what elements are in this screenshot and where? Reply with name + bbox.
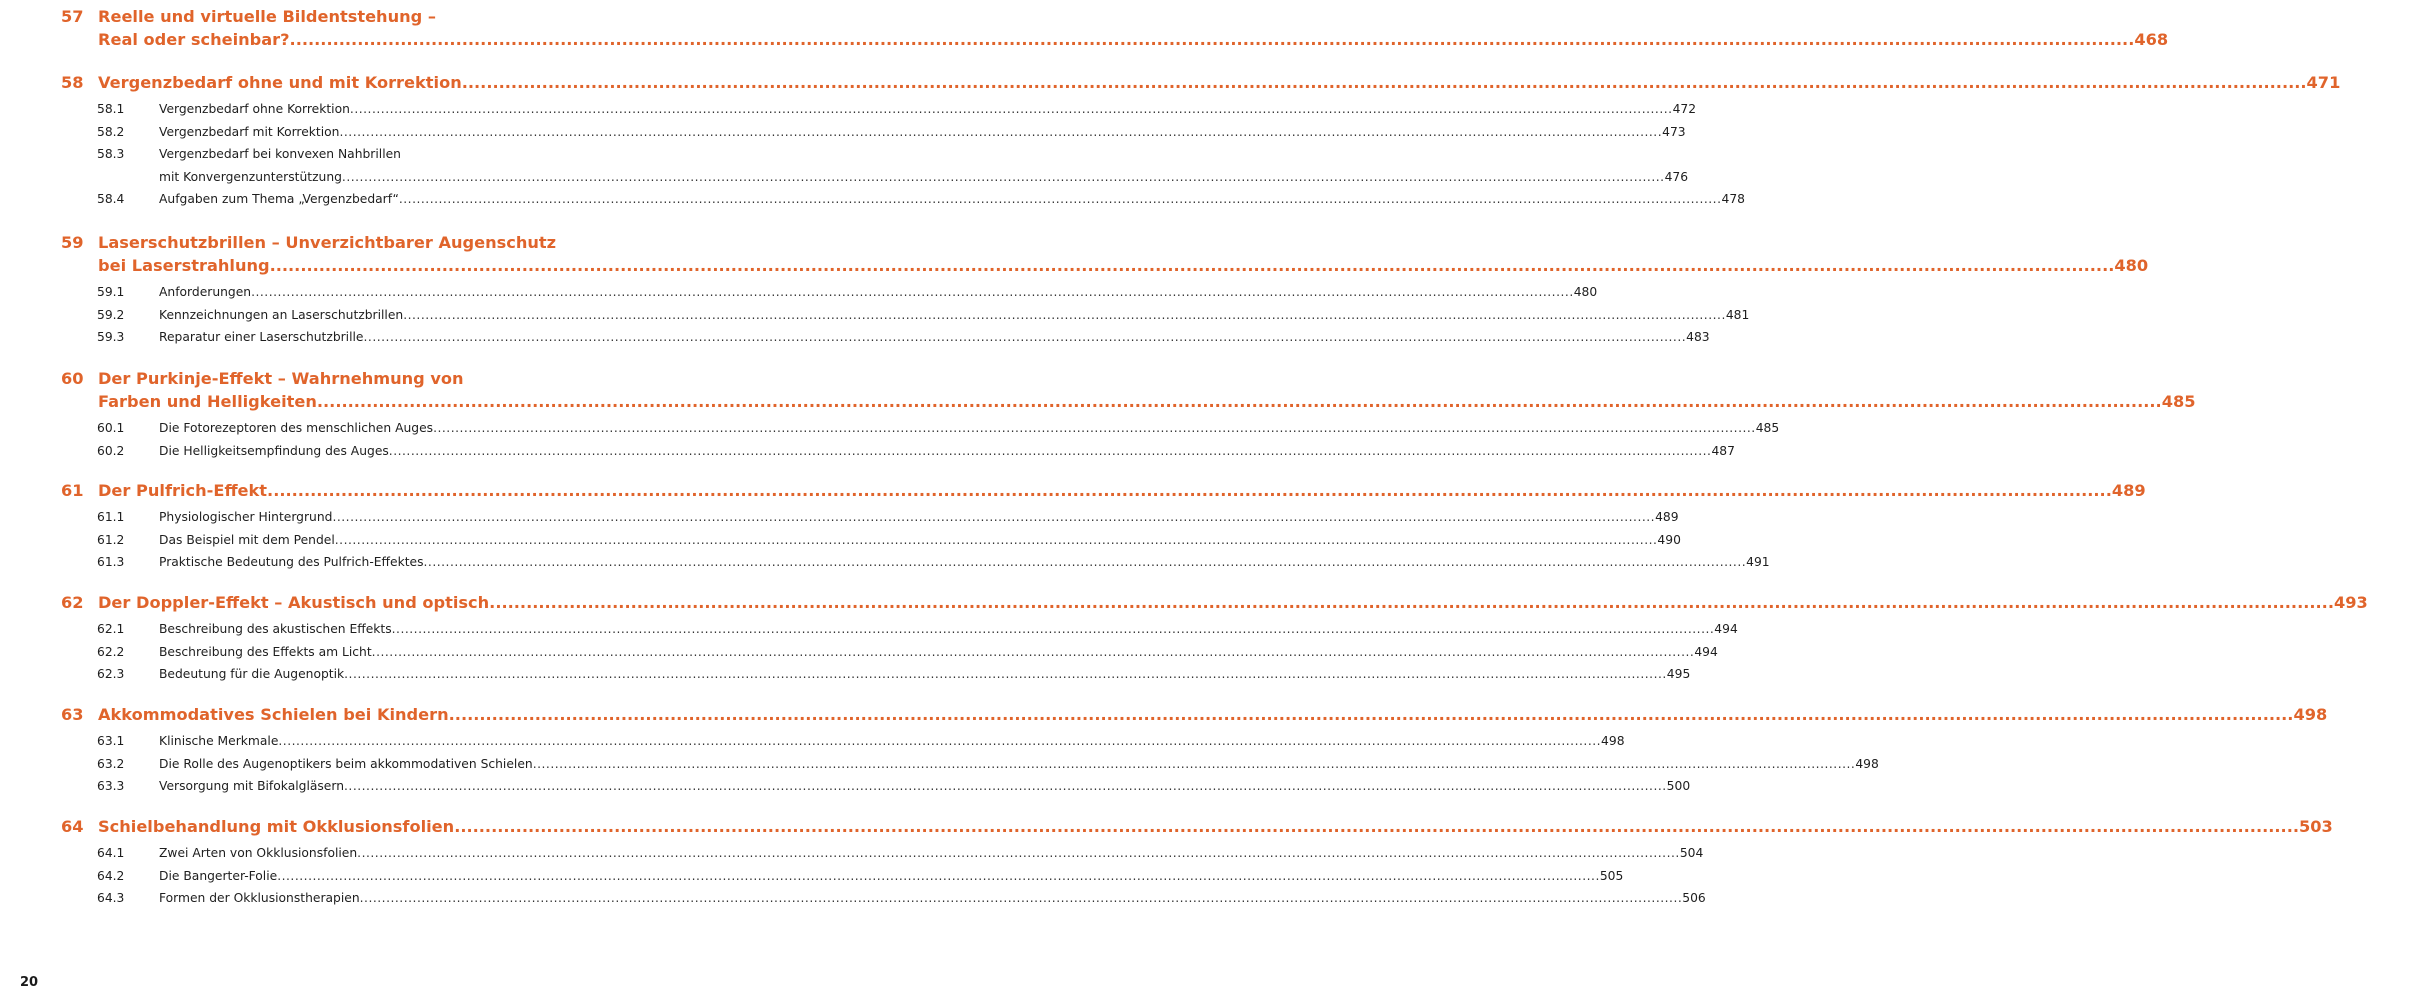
section-entry[interactable] <box>0 618 1738 641</box>
chapter-entry[interactable] <box>0 479 2146 574</box>
section-number: 61.3 <box>97 555 125 569</box>
chapter-number: 63 <box>61 705 84 724</box>
chapter-title-line <box>0 231 708 254</box>
section-number: 59.2 <box>97 307 125 322</box>
section-page: 478 <box>1721 192 1745 206</box>
section-title: Beschreibung des Effekts am Licht <box>159 644 372 659</box>
chapter-entry[interactable] <box>0 703 2328 798</box>
leader-dots: ............................................................................................................................................................................................................................................................................................................ <box>433 421 1756 435</box>
section-number: 62.3 <box>97 667 125 681</box>
section-page: 506 <box>1682 891 1706 905</box>
chapter-title: Farben und Helligkeiten <box>98 392 317 411</box>
leader-dots: ............................................................................................................................................................................................................................................................................................................ <box>398 192 1722 206</box>
leader-dots: ............................................................................................................................................................................................................................................................................................................ <box>269 256 2115 275</box>
chapter-title-line <box>0 367 708 390</box>
chapter-number: 64 <box>61 817 84 836</box>
section-number: 60.2 <box>97 443 125 458</box>
leader-dots: ............................................................................................................................................................................................................................................................................................................ <box>332 510 1656 524</box>
leader-dots: ............................................................................................................................................................................................................................................................................................................ <box>371 644 1695 659</box>
section-number: 61.2 <box>97 532 125 547</box>
section-number: 63.1 <box>97 734 125 748</box>
leader-dots: ............................................................................................................................................................................................................................................................................................................ <box>316 392 2162 411</box>
section-entry[interactable] <box>0 753 1879 776</box>
leader-dots: ............................................................................................................................................................................................................................................................................................................ <box>454 817 2299 836</box>
section-entry[interactable] <box>0 440 1735 463</box>
chapter-page: 468 <box>2134 30 2169 49</box>
chapter-entry[interactable] <box>0 5 2169 51</box>
chapter-page: 489 <box>2111 481 2146 500</box>
section-number: 59.1 <box>97 285 125 299</box>
section-page: 487 <box>1711 443 1735 458</box>
section-title: Die Rolle des Augenoptikers beim akkommodativen Schielen <box>159 756 533 771</box>
section-page: 485 <box>1755 421 1780 435</box>
section-number: 59.3 <box>97 330 125 344</box>
chapter-page: 471 <box>2306 73 2341 92</box>
section-title: Praktische Bedeutung des Pulfrich-Effektes <box>159 555 424 569</box>
section-entry[interactable] <box>0 281 1598 304</box>
section-page: 505 <box>1599 868 1624 883</box>
leader-dots: ............................................................................................................................................................................................................................................................................................................ <box>403 307 1726 322</box>
chapter-page: 498 <box>2293 705 2328 724</box>
chapter-number: 59 <box>61 233 84 252</box>
chapter-page: 493 <box>2333 593 2368 612</box>
section-title: Anforderungen <box>159 285 252 299</box>
section-page: 490 <box>1657 532 1681 547</box>
leader-dots: ............................................................................................................................................................................................................................................................................................................ <box>363 330 1687 344</box>
chapter-title: Der Purkinje-Effekt – Wahrnehmung von <box>98 369 464 388</box>
section-number: 62.1 <box>97 622 125 636</box>
leader-dots: ............................................................................................................................................................................................................................................................................................................ <box>357 846 1680 860</box>
section-number: 58.2 <box>97 124 125 139</box>
section-entry[interactable] <box>0 121 1686 144</box>
chapter-number: 58 <box>61 73 84 92</box>
chapter-title-line <box>0 254 2149 277</box>
leader-dots: ............................................................................................................................................................................................................................................................................................................ <box>391 622 1715 636</box>
chapter-title-line <box>0 479 2146 502</box>
chapter-number: 60 <box>61 369 84 388</box>
section-title: Die Fotorezeptoren des menschlichen Auges <box>159 421 434 435</box>
leader-dots: ............................................................................................................................................................................................................................................................................................................ <box>349 102 1673 116</box>
chapter-title-line <box>0 591 2368 614</box>
leader-dots: ............................................................................................................................................................................................................................................................................................................ <box>532 756 1856 771</box>
chapter-entry[interactable] <box>0 367 2196 462</box>
chapter-title: Reelle und virtuelle Bildentstehung – <box>98 7 436 26</box>
section-page: 476 <box>1664 169 1689 184</box>
section-page: 500 <box>1666 779 1691 793</box>
section-title: Bedeutung für die Augenoptik <box>159 667 345 681</box>
section-entry[interactable] <box>0 143 708 166</box>
section-title: Beschreibung des akustischen Effekts <box>159 622 392 636</box>
leader-dots: ............................................................................................................................................................................................................................................................................................................ <box>461 73 2307 92</box>
section-number: 61.1 <box>97 510 125 524</box>
section-title: Vergenzbedarf ohne Korrektion <box>159 102 350 116</box>
chapter-title: Der Doppler-Effekt – Akustisch und optisch <box>98 593 490 612</box>
section-title: Vergenzbedarf bei konvexen Nahbrillen <box>159 147 401 161</box>
leader-dots: ............................................................................................................................................................................................................................................................................................................ <box>334 532 1658 547</box>
leader-dots: ............................................................................................................................................................................................................................................................................................................ <box>423 555 1747 569</box>
section-page: 473 <box>1662 124 1686 139</box>
leader-dots: ............................................................................................................................................................................................................................................................................................................ <box>251 285 1574 299</box>
section-entry[interactable] <box>0 506 1679 529</box>
section-title: Die Bangerter-Folie <box>159 868 278 883</box>
leader-dots: ............................................................................................................................................................................................................................................................................................................ <box>267 481 2112 500</box>
chapter-title-line <box>0 390 2196 413</box>
chapter-number: 61 <box>61 481 84 500</box>
section-entry[interactable] <box>0 188 1745 211</box>
section-number: 62.2 <box>97 644 125 659</box>
section-title: Klinische Merkmale <box>159 734 279 748</box>
section-page: 480 <box>1573 285 1598 299</box>
section-title: Zwei Arten von Okklusionsfolien <box>159 846 358 860</box>
leader-dots: ............................................................................................................................................................................................................................................................................................................ <box>344 779 1667 793</box>
chapter-title: Laserschutzbrillen – Unverzichtbarer Augenschutz <box>98 233 557 252</box>
section-title: Versorgung mit Bifokalgläsern <box>159 779 345 793</box>
section-page: 498 <box>1855 756 1879 771</box>
section-page: 489 <box>1655 510 1679 524</box>
section-number: 58.3 <box>97 147 125 161</box>
section-title: Formen der Okklusionstherapien <box>159 891 360 905</box>
section-entry[interactable] <box>0 417 1780 440</box>
page-number: 20 <box>20 975 39 990</box>
section-title: Vergenzbedarf mit Korrektion <box>159 124 340 139</box>
chapter-title: Vergenzbedarf ohne und mit Korrektion <box>98 73 462 92</box>
section-entry[interactable] <box>0 641 1718 664</box>
section-title: Reparatur einer Laserschutzbrille <box>159 330 364 344</box>
leader-dots: ............................................................................................................................................................................................................................................................................................................ <box>448 705 2294 724</box>
leader-dots: ............................................................................................................................................................................................................................................................................................................ <box>359 891 1683 905</box>
section-title: Die Helligkeitsempfindung des Auges <box>159 443 389 458</box>
section-title: Physiologischer Hintergrund <box>159 510 333 524</box>
chapter-title: bei Laserstrahlung <box>98 256 270 275</box>
chapter-title-line <box>0 5 708 28</box>
section-page: 472 <box>1672 102 1697 116</box>
chapter-entry[interactable] <box>0 71 2341 211</box>
leader-dots: ............................................................................................................................................................................................................................................................................................................ <box>341 169 1665 184</box>
section-entry[interactable] <box>0 326 1710 349</box>
section-number: 63.3 <box>97 779 125 793</box>
leader-dots: ............................................................................................................................................................................................................................................................................................................ <box>277 868 1600 883</box>
leader-dots: ............................................................................................................................................................................................................................................................................................................ <box>344 667 1667 681</box>
section-page: 495 <box>1666 667 1691 681</box>
chapter-title: Real oder scheinbar? <box>98 30 290 49</box>
leader-dots: ............................................................................................................................................................................................................................................................................................................ <box>388 443 1712 458</box>
chapter-entry[interactable] <box>0 591 2368 686</box>
section-title: mit Konvergenzunterstützung <box>159 169 342 184</box>
chapter-page: 503 <box>2299 817 2333 836</box>
section-title: Das Beispiel mit dem Pendel <box>159 532 335 547</box>
section-entry[interactable] <box>0 98 1697 121</box>
section-page: 494 <box>1694 644 1718 659</box>
section-number: 64.1 <box>97 846 125 860</box>
section-entry[interactable] <box>0 551 1770 574</box>
leader-dots: ............................................................................................................................................................................................................................................................................................................ <box>339 124 1663 139</box>
leader-dots: ............................................................................................................................................................................................................................................................................................................ <box>489 593 2334 612</box>
section-title: Kennzeichnungen an Laserschutzbrillen <box>159 307 404 322</box>
section-number: 64.2 <box>97 868 125 883</box>
chapter-page: 485 <box>2161 392 2196 411</box>
section-entry[interactable] <box>0 663 1691 686</box>
section-number: 63.2 <box>97 756 125 771</box>
section-number: 58.4 <box>97 192 125 206</box>
chapter-number: 62 <box>61 593 84 612</box>
section-page: 504 <box>1679 846 1704 860</box>
section-number: 60.1 <box>97 421 125 435</box>
section-page: 483 <box>1686 330 1710 344</box>
chapter-title: Der Pulfrich-Effekt <box>98 481 268 500</box>
section-entry[interactable] <box>0 730 1625 753</box>
chapter-title: Akkommodatives Schielen bei Kindern <box>98 705 449 724</box>
leader-dots: ............................................................................................................................................................................................................................................................................................................ <box>278 734 1602 748</box>
section-page: 491 <box>1746 555 1770 569</box>
section-entry[interactable] <box>0 865 1624 888</box>
section-entry[interactable] <box>0 166 1689 189</box>
section-entry[interactable] <box>0 304 1750 327</box>
chapter-entry[interactable] <box>0 231 2149 349</box>
section-page: 481 <box>1725 307 1750 322</box>
section-number: 64.3 <box>97 891 125 905</box>
leader-dots: ............................................................................................................................................................................................................................................................................................................ <box>289 30 2135 49</box>
chapter-title-line <box>0 703 2328 726</box>
section-page: 498 <box>1601 734 1625 748</box>
section-entry[interactable] <box>0 775 1691 798</box>
chapter-page: 480 <box>2114 256 2149 275</box>
section-title: Aufgaben zum Thema „Vergenzbedarf“ <box>159 192 399 206</box>
section-entry[interactable] <box>0 842 1704 865</box>
section-page: 494 <box>1714 622 1738 636</box>
section-number: 58.1 <box>97 102 125 116</box>
section-entry[interactable] <box>0 529 1681 552</box>
chapter-title: Schielbehandlung mit Okklusionsfolien <box>98 817 455 836</box>
section-entry[interactable] <box>0 887 1706 910</box>
chapter-title-line <box>0 815 2333 838</box>
chapter-title-line <box>0 28 2169 51</box>
chapter-entry[interactable] <box>0 815 2333 910</box>
chapter-title-line <box>0 71 2341 94</box>
chapter-number: 57 <box>61 7 84 26</box>
